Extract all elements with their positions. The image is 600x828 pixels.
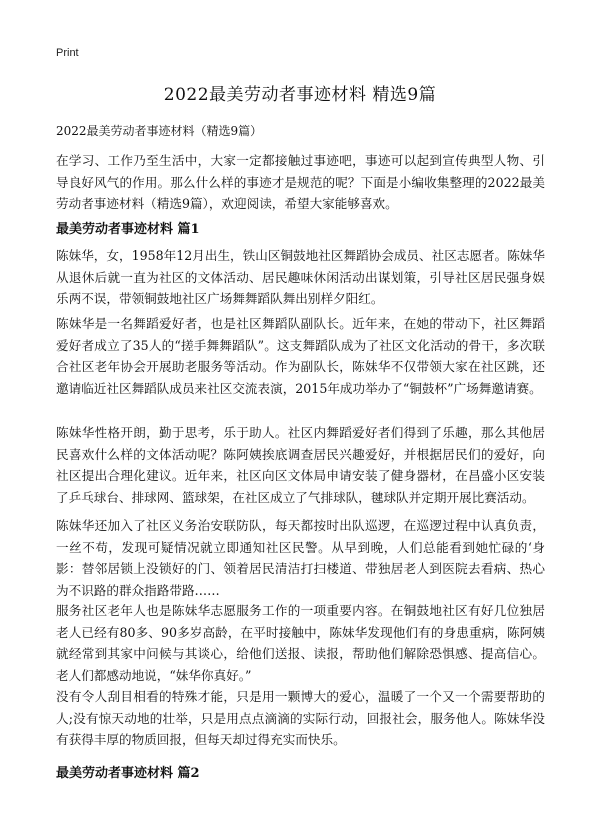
section-heading-2: 最美劳动者事迹材料 篇2 [56,766,200,781]
document-subtitle: 2022最美劳动者事迹材料（精选9篇） [56,124,263,138]
body-paragraph: 陈妹华，女，1958年12月出生，铁山区铜鼓地社区舞蹈协会成员、社区志愿者。陈妹华从退休后就一直为社区的文体活动、居民趣味休闲活动出谋划策，引导社区居民强身娱乐两不误，带领铜鼓地社区广场舞舞蹈队舞出别样夕阳红。 [56,248,545,306]
body-paragraph: 陈妹华还加入了社区义务治安联防队，每天都按时出队巡逻，在巡逻过程中认真负责，一丝不苟，发现可疑情况就立即通知社区民警。从早到晚，人们总能看到她忙碌的‘身影：替邻居锁上没锁好的门、领着居民清洁打扫楼道、带独居老人到医院去看病、热心为不识路的群众指路带路…… [56,518,545,598]
intro-paragraph: 在学习、工作乃至生活中，大家一定都接触过事迹吧，事迹可以起到宣传典型人物、引导良好风气的作用。那么什么样的事迹才是规范的呢？下面是小编收集整理的2022最美劳动者事迹材料（精选9篇），欢迎阅读，希望大家能够喜欢。 [56,153,545,211]
section-heading-1: 最美劳动者事迹材料 篇1 [56,222,200,237]
body-paragraph: 服务社区老年人也是陈妹华志愿服务工作的一项重要内容。在铜鼓地社区有好几位独居老人已经有80多、90多岁高龄，在平时接触中，陈妹华发现他们有的身患重病，陈阿姨就经常到其家中问候与其谈心，给他们送报、读报，帮助他们解除恐惧感、提高信心。老人们都感动地说，“妹华你真好。” [56,603,545,683]
body-paragraph: 陈妹华性格开朗，勤于思考，乐于助人。社区内舞蹈爱好者们得到了乐趣，那么其他居民喜欢什么样的文体活动呢？陈阿姨挨底调查居民兴趣爱好，并根据居民们的爱好，向社区提出合理化建议。近年来，社区向区文体局申请安装了健身器材，在昌盛小区安装了乒乓球台、排球网、篮球架，在社区成立了气排球队，毽球队并定期开展比赛活动。 [56,425,545,505]
document-title: 2022最美劳动者事迹材料 精选9篇 [163,85,437,105]
body-paragraph: 没有令人刮目相看的特殊才能，只是用一颗博大的爱心，温暖了一个又一个需要帮助的人;没有惊天动地的壮举，只是用点点滴滴的实际行动，回报社会，服务他人。陈妹华没有获得丰厚的物质回报，但每天却过得充实而快乐。 [56,689,545,747]
body-paragraph: 陈妹华是一名舞蹈爱好者，也是社区舞蹈队副队长。近年来，在她的带动下，社区舞蹈爱好者成立了35人的“搓手舞舞蹈队”。这支舞蹈队成为了社区文化活动的骨干，多次联合社区老年协会开展助老服务等活动。作为副队长，陈妹华不仅带领大家在社区跳，还邀请临近社区舞蹈队成员来社区交流表演，2015年成功举办了“铜鼓杯”广场舞邀请赛。 [56,316,545,396]
print-label: Print [56,47,79,59]
